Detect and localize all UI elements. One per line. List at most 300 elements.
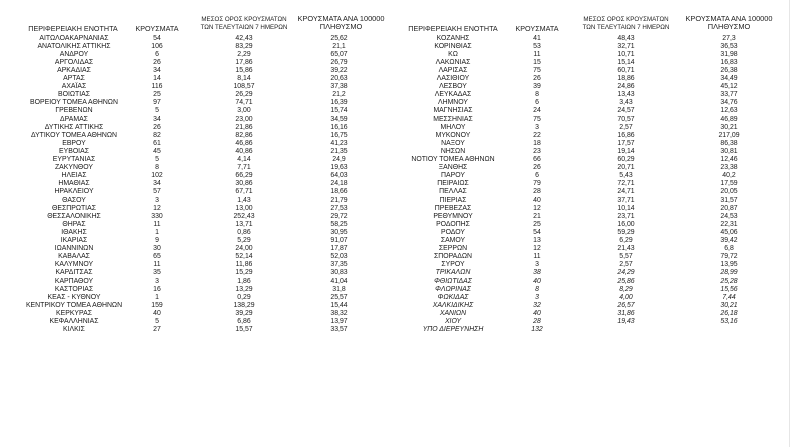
avg-cell: 32,71 [617,42,635,50]
region-cell: ΕΥΡΥΤΑΝΙΑΣ [52,156,96,163]
cases-cell: 102 [151,172,163,180]
table-row [0,91,792,99]
per100k-cell: 21,79 [330,196,348,204]
region-cell: ΗΛΕΙΑΣ [61,172,87,180]
per100k-cell: 15,74 [330,107,348,115]
cases-cell: 54 [153,34,161,42]
per100k-cell: 22,31 [720,220,738,228]
per100k-cell: 16,39 [330,99,348,107]
region-cell: ΙΘΑΚΗΣ [61,228,87,236]
cases-cell: 116 [151,83,163,91]
region-cell: ΥΠΟ ΔΙΕΡΕΥΝΗΣΗ [422,326,484,334]
per100k-cell: 91,07 [330,237,348,244]
avg-cell: 3,43 [619,99,633,107]
avg-cell: 13,43 [617,91,635,99]
region-cell: ΜΕΣΣΗΝΙΑΣ [433,115,473,123]
per100k-cell: 30,21 [720,301,738,309]
per100k-cell: 58,25 [330,220,348,228]
right-header-per100k-line1: ΚΡΟΥΣΜΑΤΑ ΑΝΑ 100000 [685,14,773,23]
cases-cell: 32 [533,301,541,309]
cases-cell: 26 [533,164,541,172]
per100k-cell: 26,38 [720,66,738,74]
avg-cell: 1,43 [237,196,251,204]
per100k-cell: 33,77 [720,91,738,99]
cases-cell: 28 [533,188,541,196]
avg-cell: 2,57 [619,123,633,131]
avg-cell: 15,86 [235,66,253,74]
cases-cell: 22 [533,131,541,139]
avg-cell: 72,71 [617,180,635,188]
cases-cell: 14 [153,75,161,82]
region-cell: ΝΗΣΩΝ [440,147,466,155]
left-header-per100k-line1: ΚΡΟΥΣΜΑΤΑ ΑΝΑ 100000 [297,14,385,23]
per100k-cell: 15,56 [720,285,738,293]
cases-cell: 3 [535,123,539,131]
per100k-cell: 217,09 [718,131,740,139]
region-cell: ΠΙΕΡΙΑΣ [439,196,467,204]
region-cell: ΡΟΔΟΠΗΣ [436,220,470,228]
region-cell: ΑΙΤΩΛΟΑΚΑΡΝΑΝΙΑΣ [39,34,109,42]
page-edge-line [789,0,790,447]
per100k-cell: 20,05 [720,188,738,196]
table-row [0,67,792,75]
cases-cell: 330 [151,212,163,220]
avg-cell: 1,86 [237,277,251,285]
region-cell: ΦΩΚΙΔΑΣ [437,293,469,301]
cases-cell: 28 [533,318,541,325]
avg-cell: 15,57 [235,326,253,334]
cases-cell: 57 [153,188,161,196]
region-cell: ΧΑΝΙΩΝ [439,309,467,317]
region-cell: ΚΑΣΤΟΡΙΑΣ [54,285,94,293]
cases-cell: 24 [533,107,541,115]
per100k-cell: 79,72 [720,253,738,261]
region-cell: ΕΥΒΟΙΑΣ [59,147,89,155]
per100k-cell: 13,97 [330,318,348,325]
cases-cell: 25 [533,220,541,228]
cases-cell: 53 [533,42,541,50]
region-cell: ΜΥΚΟΝΟΥ [435,131,471,139]
avg-cell: 21,43 [617,245,635,253]
cases-cell: 8 [155,164,159,172]
avg-cell: 16,00 [617,220,635,228]
avg-cell: 24,29 [617,269,635,277]
cases-cell: 41 [533,34,541,42]
avg-cell: 3,00 [237,107,251,115]
region-cell: ΒΟΡΕΙΟΥ ΤΟΜΕΑ ΑΘΗΝΩΝ [30,99,118,107]
left-header-avg [196,16,292,31]
cases-cell: 25 [153,91,161,99]
region-cell: ΚΑΒΑΛΑΣ [58,253,90,261]
region-cell: ΚΕΑΣ - ΚΥΘΝΟΥ [47,293,101,301]
cases-cell: 9 [155,237,159,244]
per100k-cell: 30,21 [720,123,738,131]
table-row [0,245,792,253]
per100k-cell: 27,3 [722,34,736,42]
cases-cell: 12 [533,245,541,253]
region-cell: ΔΡΑΜΑΣ [60,115,88,123]
per100k-cell: 15,44 [330,301,348,309]
avg-cell: 83,29 [235,42,253,50]
left-header-cases: ΚΡΟΥΣΜΑΤΑ [135,24,179,33]
cases-cell: 5 [155,156,159,163]
left-header-per100k [295,15,387,32]
region-cell: ΠΕΙΡΑΙΩΣ [437,180,469,188]
per100k-cell: 16,75 [330,131,348,139]
cases-cell: 3 [155,277,159,285]
avg-cell: 8,29 [619,285,633,293]
right-header-cases: ΚΡΟΥΣΜΑΤΑ [515,24,559,33]
avg-cell: 30,86 [235,180,253,188]
avg-cell: 25,86 [617,277,635,285]
cases-cell: 11 [533,253,541,261]
per100k-cell: 45,06 [720,228,738,236]
avg-cell: 48,43 [617,34,635,42]
cases-cell: 66 [533,156,541,163]
avg-cell: 40,86 [235,147,253,155]
avg-cell: 67,71 [235,188,253,196]
region-cell: ΣΥΡΟΥ [441,261,465,269]
per100k-cell: 41,23 [330,139,348,147]
cases-cell: 1 [155,293,159,301]
avg-cell: 0,29 [237,293,251,301]
region-cell: ΚΟΡΙΝΘΙΑΣ [434,42,472,50]
avg-cell: 66,29 [235,172,253,180]
per100k-cell: 36,53 [720,42,738,50]
avg-cell: 39,29 [235,309,253,317]
avg-cell: 18,86 [617,75,635,82]
region-cell: ΑΡΓΟΛΙΔΑΣ [54,58,94,66]
avg-cell: 74,71 [235,99,253,107]
table-row [0,286,792,294]
table-row [0,35,792,43]
per100k-cell: 52,03 [330,253,348,261]
cases-cell: 35 [153,269,161,277]
table-row [0,124,792,132]
right-header-avg-line2: ΤΩΝ ΤΕΛΕΥΤΑΙΩΝ 7 ΗΜΕΡΩΝ [582,23,670,31]
region-cell: ΚΕΝΤΡΙΚΟΥ ΤΟΜΕΑ ΑΘΗΝΩΝ [25,301,123,309]
cases-cell: 45 [153,147,161,155]
table-row [0,148,792,156]
per100k-cell: 39,22 [330,66,348,74]
left-header-avg-line1: ΜΕΣΟΣ ΟΡΟΣ ΚΡΟΥΣΜΑΤΩΝ [201,16,287,23]
region-cell: ΑΝΑΤΟΛΙΚΗΣ ΑΤΤΙΚΗΣ [37,42,111,50]
cases-cell: 30 [153,245,161,253]
table-row [0,318,792,326]
region-cell: ΑΝΔΡΟΥ [59,50,89,58]
cases-cell: 11 [533,50,541,58]
per100k-cell: 18,66 [330,188,348,196]
cases-cell: 6 [155,50,159,58]
table-row [0,278,792,286]
table-row [0,229,792,237]
avg-cell: 24,57 [617,107,635,115]
table-row [0,51,792,59]
avg-cell: 7,71 [237,164,251,172]
region-cell: ΓΡΕΒΕΝΩΝ [55,107,93,115]
per100k-cell: 21,35 [330,147,348,155]
table-row [0,213,792,221]
cases-cell: 39 [533,83,541,91]
per100k-cell: 30,95 [330,228,348,236]
region-cell: ΚΕΡΚΥΡΑΣ [56,309,92,317]
region-cell: ΚΩ [448,50,458,58]
table-row [0,294,792,302]
region-cell: ΖΑΚΥΝΘΟΥ [54,164,94,172]
region-cell: ΜΗΛΟΥ [440,123,466,131]
region-cell: ΝΟΤΙΟΥ ΤΟΜΕΑ ΑΘΗΝΩΝ [411,156,495,163]
per100k-cell: 20,87 [720,204,738,212]
table-row [0,156,792,164]
avg-cell: 2,29 [237,50,251,58]
per100k-cell: 34,49 [720,75,738,82]
table-row [0,116,792,124]
per100k-cell: 31,8 [332,285,346,293]
avg-cell: 8,14 [237,75,251,82]
table-row [0,59,792,67]
table-row [0,99,792,107]
region-cell: ΡΟΔΟΥ [440,228,465,236]
cases-cell: 3 [535,293,539,301]
cases-cell: 3 [155,196,159,204]
per100k-cell: 6,8 [724,245,734,253]
region-cell: ΑΡΤΑΣ [63,75,85,82]
cases-cell: 5 [155,107,159,115]
per100k-cell: 26,79 [330,58,348,66]
region-cell: ΧΑΛΚΙΔΙΚΗΣ [432,301,474,309]
avg-cell: 60,29 [617,156,635,163]
avg-cell: 23,71 [617,212,635,220]
cases-cell: 16 [153,285,161,293]
left-header-avg-line2: ΤΩΝ ΤΕΛΕΥΤΑΙΩΝ 7 ΗΜΕΡΩΝ [200,23,288,31]
table-row [0,205,792,213]
per100k-cell: 23,38 [720,164,738,172]
cases-cell: 6 [535,172,539,180]
per100k-cell: 12,46 [720,156,738,163]
avg-cell: 24,71 [617,188,635,196]
avg-cell: 52,14 [235,253,253,261]
cases-cell: 34 [153,115,161,123]
region-cell: ΛΗΜΝΟΥ [437,99,469,107]
per100k-cell: 34,76 [720,99,738,107]
left-header-per100k-line2: ΠΛΗΘΥΣΜΟ [319,22,363,32]
per100k-cell: 24,9 [332,156,346,163]
cases-cell: 18 [533,139,541,147]
per100k-cell: 31,57 [720,196,738,204]
avg-cell: 108,57 [233,83,255,91]
per100k-cell: 29,72 [330,212,348,220]
region-cell: ΧΙΟΥ [444,318,462,325]
per100k-cell: 45,12 [720,83,738,91]
per100k-cell: 25,28 [720,277,738,285]
avg-cell: 60,71 [617,66,635,74]
region-cell: ΘΑΣΟΥ [62,196,86,204]
region-cell: ΞΑΝΘΗΣ [438,164,468,172]
per100k-cell: 13,95 [720,261,738,269]
cases-cell: 61 [153,139,161,147]
table-row [0,237,792,245]
avg-cell: 252,43 [233,212,255,220]
avg-cell: 15,29 [235,269,253,277]
table-row [0,164,792,172]
cases-cell: 3 [535,261,539,269]
right-header-avg [578,16,674,31]
avg-cell: 46,86 [235,139,253,147]
avg-cell: 31,86 [617,309,635,317]
per100k-cell: 24,18 [330,180,348,188]
cases-cell: 54 [533,228,541,236]
avg-cell: 23,00 [235,115,253,123]
region-cell: ΚΑΡΠΑΘΟΥ [54,277,94,285]
cases-cell: 8 [535,285,539,293]
avg-cell: 13,71 [235,220,253,228]
per100k-cell: 28,99 [720,269,738,277]
avg-cell: 17,86 [235,58,253,66]
region-cell: ΚΙΛΚΙΣ [63,326,85,334]
right-header-region: ΠΕΡΙΦΕΡΕΙΑΚΗ ΕΝΟΤΗΤΑ [408,24,498,33]
per100k-cell: 40,2 [722,172,736,180]
cases-cell: 11 [153,220,161,228]
table-row [0,180,792,188]
avg-cell: 17,57 [617,139,635,147]
cases-cell: 12 [533,204,541,212]
per100k-cell: 37,38 [330,83,348,91]
table-row [0,253,792,261]
per100k-cell: 30,83 [330,269,348,277]
per100k-cell: 33,57 [330,326,348,334]
cases-cell: 79 [533,180,541,188]
cases-cell: 34 [153,66,161,74]
cases-cell: 15 [533,58,541,66]
avg-cell: 24,86 [617,83,635,91]
region-cell: ΛΑΡΙΣΑΣ [438,66,468,74]
per100k-cell: 86,38 [720,139,738,147]
cases-cell: 106 [151,42,163,50]
per100k-cell: 34,59 [330,115,348,123]
cases-cell: 75 [533,115,541,123]
cases-cell: 5 [155,318,159,325]
table-row [0,75,792,83]
avg-cell: 6,29 [619,237,633,244]
cases-cell: 27 [153,326,161,334]
avg-cell: 82,86 [235,131,253,139]
cases-cell: 40 [533,309,541,317]
region-cell: ΛΑΣΙΘΙΟΥ [436,75,470,82]
avg-cell: 5,43 [619,172,633,180]
cases-cell: 40 [533,196,541,204]
region-cell: ΑΡΚΑΔΙΑΣ [57,66,91,74]
region-cell: ΑΧΑΪΑΣ [61,83,87,91]
region-cell: ΘΗΡΑΣ [62,220,86,228]
per100k-cell: 31,98 [720,50,738,58]
cases-cell: 26 [153,58,161,66]
avg-cell: 21,86 [235,123,253,131]
cases-cell: 1 [155,228,159,236]
cases-cell: 132 [531,326,543,334]
table-row [0,132,792,140]
cases-cell: 8 [535,91,539,99]
table-row [0,140,792,148]
cases-cell: 40 [153,309,161,317]
region-cell: ΒΟΙΩΤΙΑΣ [57,91,90,99]
avg-cell: 2,57 [619,261,633,269]
cases-cell: 12 [153,204,161,212]
avg-cell: 42,43 [235,34,253,42]
region-cell: ΕΒΡΟΥ [62,139,86,147]
avg-cell: 13,29 [235,285,253,293]
avg-cell: 24,00 [235,245,253,253]
cases-cell: 26 [533,75,541,82]
avg-cell: 19,43 [617,318,635,325]
avg-cell: 5,29 [237,237,251,244]
per100k-cell: 20,63 [330,75,348,82]
region-cell: ΚΑΡΔΙΤΣΑΣ [55,269,93,277]
avg-cell: 4,00 [619,293,633,301]
cases-cell: 97 [153,99,161,107]
cases-cell: 23 [533,147,541,155]
region-cell: ΠΕΛΛΑΣ [439,188,467,196]
table-row [0,188,792,196]
per100k-cell: 16,16 [330,123,348,131]
table-row [0,107,792,115]
per100k-cell: 39,42 [720,237,738,244]
cases-cell: 21 [533,212,541,220]
region-cell: ΛΕΣΒΟΥ [439,83,467,91]
region-cell: ΗΡΑΚΛΕΙΟΥ [54,188,94,196]
region-cell: ΣΕΡΡΩΝ [438,245,468,253]
avg-cell: 16,86 [617,131,635,139]
region-cell: ΙΚΑΡΙΑΣ [60,237,88,244]
cases-cell: 75 [533,66,541,74]
region-cell: ΔΥΤΙΚΟΥ ΤΟΜΕΑ ΑΘΗΝΩΝ [30,131,117,139]
per100k-cell: 65,07 [330,50,348,58]
per100k-cell: 27,53 [330,204,348,212]
avg-cell: 138,29 [233,301,255,309]
table-row [0,221,792,229]
avg-cell: 37,71 [617,196,635,204]
region-cell: ΣΠΟΡΑΔΩΝ [433,253,472,261]
avg-cell: 15,14 [617,58,635,66]
avg-cell: 19,14 [617,147,635,155]
table-row [0,43,792,51]
per100k-cell: 21,1 [332,42,346,50]
per100k-cell: 38,32 [330,309,348,317]
avg-cell: 20,71 [617,164,635,172]
per100k-cell: 64,03 [330,172,348,180]
region-cell: ΜΑΓΝΗΣΙΑΣ [433,107,473,115]
region-cell: ΗΜΑΘΙΑΣ [58,180,90,188]
avg-cell: 10,71 [617,50,635,58]
region-cell: ΠΡΕΒΕΖΑΣ [434,204,472,212]
per100k-cell: 30,81 [720,147,738,155]
cases-cell: 65 [153,253,161,261]
per100k-cell: 24,53 [720,212,738,220]
per100k-cell: 25,62 [330,34,348,42]
region-cell: ΙΩΑΝΝΙΝΩΝ [54,245,94,253]
table-row [0,302,792,310]
region-cell: ΝΑΞΟΥ [441,139,465,147]
right-header-per100k-line2: ΠΛΗΘΥΣΜΟ [707,22,751,32]
avg-cell: 0,86 [237,228,251,236]
per100k-cell: 41,04 [330,277,348,285]
per100k-cell: 19,63 [330,164,348,172]
per100k-cell: 25,57 [330,293,348,301]
table-row [0,326,792,334]
avg-cell: 10,14 [617,204,635,212]
avg-cell: 26,57 [617,301,635,309]
region-cell: ΘΕΣΣΑΛΟΝΙΚΗΣ [47,212,101,220]
per100k-cell: 37,35 [330,261,348,269]
